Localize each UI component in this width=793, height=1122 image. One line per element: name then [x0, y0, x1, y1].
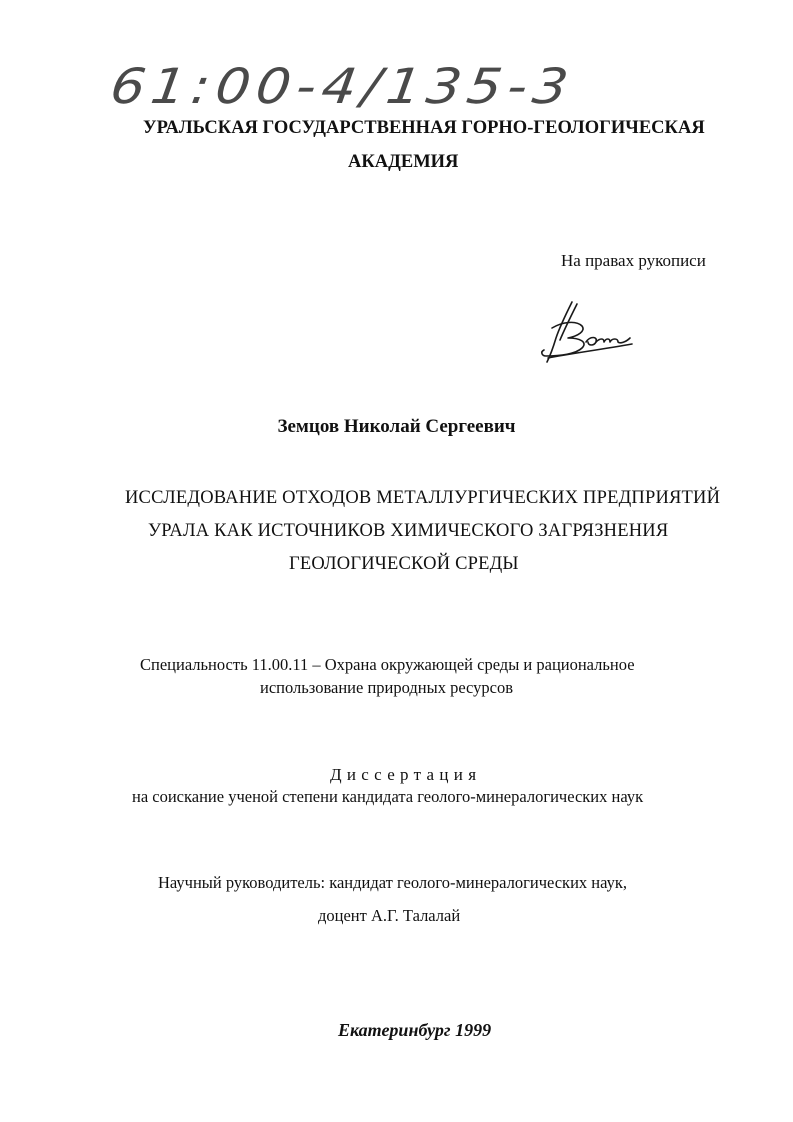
specialty-line-1: Специальность 11.00.11 – Охрана окружающей среды и рациональное: [140, 655, 635, 674]
dissertation-title-line-2: УРАЛА КАК ИСТОЧНИКОВ ХИМИЧЕСКОГО ЗАГРЯЗНЕНИЯ: [148, 521, 669, 541]
institution-name-line-2: АКАДЕМИЯ: [348, 152, 459, 172]
rights-notice: На правах рукописи: [561, 251, 706, 270]
dissertation-title-line-3: ГЕОЛОГИЧЕСКОЙ СРЕДЫ: [289, 554, 519, 574]
document-type: Диссертация: [330, 765, 482, 784]
handwritten-archive-code: 61:00-4/135-3: [107, 58, 578, 115]
advisor-line-1: Научный руководитель: кандидат геолого-минералогических наук,: [158, 873, 627, 892]
place-and-year: Екатеринбург 1999: [338, 1020, 492, 1040]
handwritten-signature: [538, 298, 638, 368]
dissertation-title-line-1: ИССЛЕДОВАНИЕ ОТХОДОВ МЕТАЛЛУРГИЧЕСКИХ ПРЕДПРИЯТИЙ: [125, 488, 721, 508]
degree-statement: на соискание ученой степени кандидата геолого-минералогических наук: [132, 787, 644, 806]
advisor-line-2: доцент А.Г. Талалай: [318, 906, 461, 925]
author-name: Земцов Николай Сергеевич: [277, 416, 516, 437]
specialty-line-2: использование природных ресурсов: [260, 678, 514, 697]
institution-name-line-1: УРАЛЬСКАЯ ГОСУДАРСТВЕННАЯ ГОРНО-ГЕОЛОГИЧЕСКАЯ: [143, 118, 705, 138]
